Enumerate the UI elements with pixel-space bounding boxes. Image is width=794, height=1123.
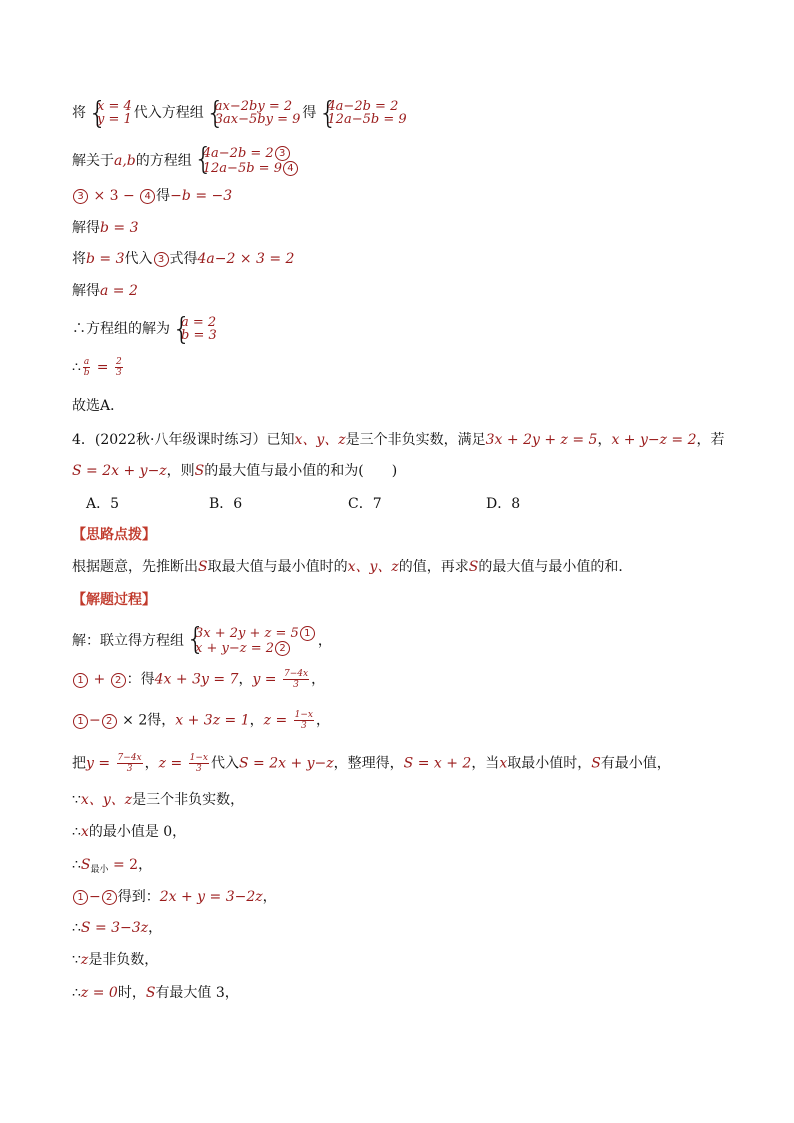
- circled-number: 2: [275, 641, 290, 656]
- equation-system: { 4a−2b = 2 12a−5b = 9: [318, 96, 407, 131]
- text: 代入: [210, 755, 239, 772]
- text: ，: [262, 889, 277, 905]
- solution-line-5: [72, 790, 244, 810]
- math: +: [89, 671, 110, 688]
- denominator: 3: [293, 680, 299, 690]
- line-substitute-b: [72, 249, 294, 269]
- solution-heading: 【解题过程】: [72, 592, 156, 608]
- solution-line-11: [72, 983, 239, 1003]
- denominator: 3: [115, 368, 122, 378]
- text: ，则: [166, 463, 195, 479]
- eq-row: 4a−2b = 2: [327, 99, 399, 114]
- math: S: [468, 559, 479, 575]
- text: 式得: [169, 251, 198, 267]
- denominator: 3: [300, 721, 307, 731]
- solution-line-8: [72, 887, 277, 907]
- eq-row: [203, 146, 299, 161]
- math: S = 3−3z: [80, 920, 149, 936]
- eq: 3x + 2y + z = 5: [195, 626, 299, 641]
- math: S = x + 2: [403, 755, 472, 772]
- math: y =: [252, 671, 281, 688]
- numerator: 7−4x: [117, 753, 142, 763]
- text: ，: [311, 671, 326, 688]
- eq-row: b = 3: [181, 328, 217, 343]
- denominator: 3: [195, 764, 202, 774]
- text: ，若: [696, 432, 725, 448]
- circled-number: 3: [73, 189, 88, 204]
- text: 解：联立得方程组: [72, 633, 184, 649]
- math: × 3 −: [89, 188, 140, 204]
- text: ∵: [72, 792, 81, 808]
- solution-line-4: [72, 753, 671, 774]
- text: ，整理得，: [333, 755, 404, 772]
- text: 将: [72, 251, 86, 267]
- math: S = 2x + y−z: [238, 755, 334, 772]
- equation-system: { a = 2 b = 3: [172, 312, 217, 347]
- text: 将: [72, 105, 86, 121]
- option-d: D．8: [486, 496, 521, 512]
- text: 有最大值 3，: [155, 985, 239, 1001]
- numerator: 1−x: [294, 710, 313, 720]
- hint-text: [72, 557, 632, 577]
- fraction: [83, 357, 90, 378]
- equation-system: { 4a−2b = 2 3 12a−5b = 9 4: [194, 146, 299, 176]
- text: 的方程组: [135, 153, 192, 169]
- text: ∴: [72, 920, 81, 936]
- text: 是三个非负实数，: [132, 792, 245, 808]
- solution-line-9: [72, 918, 162, 938]
- math: 2x + y = 3−2z: [159, 889, 263, 905]
- math: x、y、z: [347, 559, 399, 575]
- denominator: 3: [126, 764, 133, 774]
- math: b = 3: [86, 251, 125, 267]
- solution-line-7: [72, 855, 152, 880]
- text: ，: [138, 857, 153, 873]
- text: 时，: [117, 985, 146, 1001]
- circled-number: 1: [300, 626, 315, 641]
- text: ，: [249, 712, 264, 729]
- eq-row: x = 4: [97, 99, 132, 114]
- math: x + y−z = 2: [611, 432, 697, 448]
- eq-row: y = 1: [97, 112, 132, 127]
- circled-number: 1: [73, 890, 88, 905]
- eq-row: [195, 641, 316, 656]
- math: −: [89, 712, 101, 729]
- text: 解关于: [72, 153, 114, 169]
- text: 取最大值与最小值时的: [207, 559, 348, 575]
- text: ，: [144, 755, 159, 772]
- text: 的值，再求: [398, 559, 469, 575]
- text: 取最小值时，: [507, 755, 592, 772]
- math: = 2: [108, 857, 139, 873]
- equation-system: { ax−2by = 2 3ax−5by = 9: [205, 96, 301, 131]
- question-4-line2: [72, 461, 397, 481]
- math: x、y、z: [294, 432, 346, 448]
- eq-row: [195, 626, 316, 641]
- math: 3x + 2y + z = 5: [485, 432, 598, 448]
- text: ，: [317, 633, 332, 649]
- math: z =: [263, 712, 292, 729]
- line-system-solution: [72, 312, 219, 347]
- solution-line-2: [72, 669, 325, 690]
- eq: x + y−z = 2: [195, 641, 275, 656]
- circled-number: 2: [111, 673, 126, 688]
- eq-row: ax−2by = 2: [214, 99, 293, 114]
- math: x、y、z: [80, 792, 133, 808]
- numerator: 2: [115, 357, 122, 367]
- math: z =: [158, 755, 187, 772]
- fraction: [115, 357, 123, 378]
- text: ，: [597, 432, 612, 448]
- text: ∵: [72, 952, 81, 968]
- text: ∴: [72, 824, 81, 840]
- fraction: [189, 753, 209, 774]
- math: a = 2: [100, 283, 138, 299]
- fraction: [117, 753, 143, 774]
- text: ，: [238, 671, 253, 688]
- line-solve-b: [72, 218, 139, 238]
- text: 是三个非负实数，满足: [345, 432, 486, 448]
- math: z: [80, 952, 89, 968]
- eq-row: a = 2: [181, 315, 217, 330]
- solution-line-1: [72, 622, 332, 657]
- hint-heading: 【思路点拨】: [72, 527, 156, 543]
- math: −: [89, 889, 101, 905]
- line-eliminate: [72, 186, 232, 206]
- text: 的最小值是 0，: [88, 824, 187, 840]
- circled-number: 1: [73, 714, 88, 729]
- text: ∴方程组的解为: [72, 321, 170, 337]
- eq-row: [203, 161, 299, 176]
- subscript: 最小: [90, 865, 109, 875]
- denominator: b: [83, 368, 90, 378]
- solution-line-6: [72, 822, 186, 842]
- math: z = 0: [80, 985, 118, 1001]
- text: ，当: [471, 755, 500, 772]
- text: ∴: [72, 857, 81, 873]
- circled-number: 3: [154, 252, 169, 267]
- math: S: [194, 463, 205, 479]
- text: 的最大值与最小值的和为( ): [204, 463, 398, 479]
- text: ∴: [72, 985, 81, 1001]
- text: 得: [156, 188, 171, 204]
- math: 4x + 3y = 7: [154, 671, 239, 688]
- numerator: a: [83, 357, 90, 367]
- math: S: [198, 559, 208, 575]
- text: 得: [302, 105, 317, 121]
- math: S: [591, 755, 601, 772]
- text: 得到：: [117, 889, 160, 905]
- numerator: 7−4x: [283, 669, 309, 679]
- text: ，: [148, 920, 163, 936]
- option-c: C．7: [348, 496, 382, 512]
- text: ∴: [72, 359, 81, 376]
- solution-line-10: [72, 950, 158, 970]
- text: 把: [72, 755, 86, 772]
- equation-system: { 3x + 2y + z = 5 1 x + y−z = 2 2: [186, 626, 316, 656]
- question-4-line1: [72, 430, 725, 450]
- text: ，: [316, 712, 330, 729]
- circled-number: 2: [102, 890, 117, 905]
- text: × 2得，: [117, 712, 176, 729]
- text: 有最小值，: [600, 755, 671, 772]
- math: −b = −3: [170, 188, 233, 204]
- text: 4．(2022秋·八年级课时练习）已知: [72, 432, 295, 448]
- text: 解得: [72, 283, 100, 299]
- text: 代入方程组: [133, 105, 204, 121]
- eq: 4a−2b = 2: [202, 146, 274, 161]
- text: 的最大值与最小值的和．: [478, 559, 633, 575]
- math: y =: [86, 755, 115, 772]
- line-solve-a: [72, 281, 138, 301]
- option-a: A．5: [86, 496, 120, 512]
- solution-line-3: [72, 710, 330, 731]
- text: ：得: [126, 671, 155, 688]
- line-ratio: [72, 357, 125, 378]
- text: 解得: [72, 220, 100, 236]
- fraction: [283, 669, 309, 690]
- text: 根据题意，先推断出: [72, 559, 198, 575]
- math: 4a−2 × 3 = 2: [197, 251, 295, 267]
- eq-row: 3ax−5by = 9: [214, 112, 301, 127]
- math: =: [92, 359, 113, 376]
- option-b: B．6: [209, 496, 243, 512]
- circled-number: 1: [73, 673, 88, 688]
- line-solve-ab: [72, 142, 301, 177]
- line-answer: [72, 396, 124, 416]
- math: S = 2x + y−z: [72, 463, 167, 479]
- circled-number: 3: [275, 146, 290, 161]
- math: x + 3z = 1: [175, 712, 250, 729]
- line-substitute-solution: [72, 96, 409, 131]
- circled-number: 2: [102, 714, 117, 729]
- circled-number: 4: [140, 189, 155, 204]
- circled-number: 4: [283, 161, 298, 176]
- math: x: [80, 824, 89, 840]
- math: S: [80, 857, 91, 873]
- fraction: [294, 710, 314, 731]
- math: b = 3: [100, 220, 139, 236]
- eq-row: 12a−5b = 9: [327, 112, 407, 127]
- math: S: [145, 985, 156, 1001]
- math: a,b: [114, 153, 136, 169]
- text: 是非负数，: [88, 952, 159, 968]
- numerator: 1−x: [189, 753, 208, 763]
- text: 故选A．: [72, 398, 125, 414]
- equation-system: { x = 4 y = 1: [88, 96, 132, 131]
- math: x: [499, 755, 508, 772]
- eq: 12a−5b = 9: [202, 161, 282, 176]
- text: 代入: [124, 251, 153, 267]
